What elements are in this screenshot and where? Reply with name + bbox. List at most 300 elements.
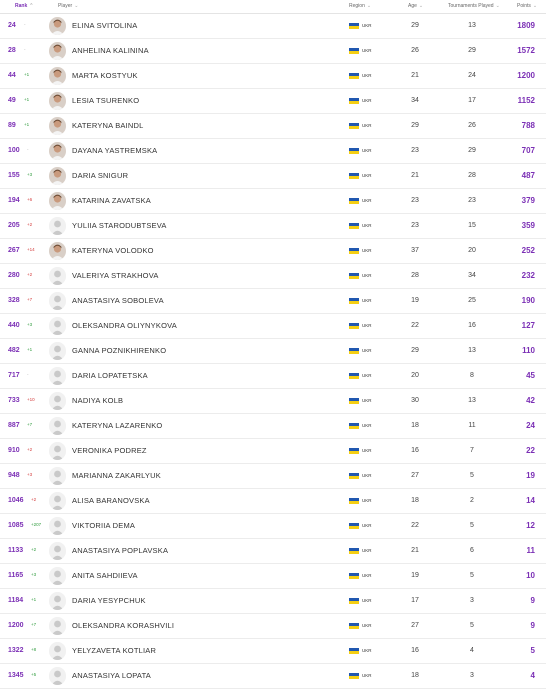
tournaments-played: 13 — [468, 347, 476, 354]
player-first-name: YULIIA — [72, 221, 97, 230]
ranking-points: 487 — [521, 171, 535, 180]
rank-movement: +3 — [31, 572, 37, 577]
player-age: 18 — [411, 422, 419, 429]
rank-value: 1184 — [8, 597, 24, 604]
country-code: UKR — [362, 473, 372, 478]
player-avatar[interactable] — [49, 417, 66, 435]
table-row[interactable] — [0, 64, 546, 89]
country-code: UKR — [362, 248, 372, 253]
player-age: 26 — [411, 47, 419, 54]
tournaments-played: 28 — [468, 172, 476, 179]
rank-movement: +5 — [31, 672, 37, 677]
table-row[interactable] — [0, 89, 546, 114]
player-name[interactable] — [72, 546, 168, 555]
player-age: 27 — [411, 622, 419, 629]
sort-tournaments[interactable] — [448, 3, 500, 9]
tournaments-played: 25 — [468, 297, 476, 304]
rank-value: 280 — [8, 272, 20, 279]
ukraine-flag-icon — [349, 273, 359, 279]
player-age: 21 — [411, 547, 419, 554]
player-avatar[interactable] — [49, 342, 66, 360]
player-last-name: LOPATETSKA — [97, 371, 148, 380]
player-last-name: SAHDIIEVA — [96, 571, 138, 580]
rank-value: 1133 — [8, 547, 24, 554]
sort-rank[interactable] — [15, 3, 33, 9]
ukraine-flag-icon — [349, 173, 359, 179]
player-avatar[interactable] — [49, 42, 66, 60]
table-row[interactable] — [0, 164, 546, 189]
country-code: UKR — [362, 448, 372, 453]
country-code: UKR — [362, 298, 372, 303]
player-age: 20 — [411, 372, 419, 379]
player-first-name: KATARINA — [72, 196, 110, 205]
ukraine-flag-icon — [349, 148, 359, 154]
player-avatar[interactable] — [49, 267, 66, 285]
tournaments-played: 3 — [470, 597, 474, 604]
rank-value: 1200 — [8, 622, 24, 629]
player-first-name: VIKTORIIA — [72, 521, 111, 530]
player-name[interactable] — [72, 221, 167, 230]
rank-value: 28 — [8, 47, 16, 54]
player-name[interactable] — [72, 446, 147, 455]
player-avatar[interactable] — [49, 517, 66, 535]
country-code: UKR — [362, 398, 372, 403]
player-age: 23 — [411, 197, 419, 204]
ranking-points: 707 — [521, 146, 535, 155]
ukraine-flag-icon — [349, 598, 359, 604]
player-age: 22 — [411, 522, 419, 529]
rank-value: 205 — [8, 222, 20, 229]
player-age: 18 — [411, 497, 419, 504]
table-row[interactable] — [0, 289, 546, 314]
table-row[interactable] — [0, 264, 546, 289]
tournaments-played: 13 — [468, 22, 476, 29]
country-code: UKR — [362, 273, 372, 278]
player-avatar[interactable] — [49, 492, 66, 510]
table-row[interactable] — [0, 364, 546, 389]
player-name[interactable] — [72, 146, 157, 155]
ranking-points: 12 — [526, 521, 535, 530]
ukraine-flag-icon — [349, 298, 359, 304]
tournaments-played: 8 — [470, 372, 474, 379]
tournaments-played: 5 — [470, 622, 474, 629]
tournaments-played: 4 — [470, 647, 474, 654]
player-first-name: ANITA — [72, 571, 95, 580]
tournaments-played: 5 — [470, 572, 474, 579]
ranking-points: 9 — [530, 596, 535, 605]
country-code: UKR — [362, 148, 372, 153]
player-age: 29 — [411, 122, 419, 129]
player-avatar[interactable] — [49, 292, 66, 310]
ukraine-flag-icon — [349, 423, 359, 429]
country-code: UKR — [362, 323, 372, 328]
table-row[interactable] — [0, 39, 546, 64]
ranking-points: 9 — [530, 621, 535, 630]
rank-value: 1046 — [8, 497, 24, 504]
ukraine-flag-icon — [349, 373, 359, 379]
ranking-points: 110 — [522, 346, 535, 355]
rank-movement: +1 — [24, 72, 30, 77]
rank-movement: - — [27, 147, 29, 152]
tournaments-played: 2 — [470, 497, 474, 504]
player-name[interactable] — [72, 96, 139, 105]
table-row[interactable] — [0, 339, 546, 364]
tournaments-played: 5 — [470, 522, 474, 529]
rank-movement: +7 — [31, 622, 37, 627]
player-name[interactable] — [72, 346, 166, 355]
player-last-name: KOTLIAR — [122, 646, 157, 655]
player-name[interactable] — [72, 496, 150, 505]
ranking-points: 252 — [521, 246, 535, 255]
player-age: 18 — [411, 672, 419, 679]
table-row[interactable] — [0, 239, 546, 264]
player-avatar[interactable] — [49, 17, 66, 35]
table-row[interactable] — [0, 614, 546, 639]
ukraine-flag-icon — [349, 473, 359, 479]
player-first-name: MARIANNA — [72, 471, 113, 480]
rank-movement: +14 — [27, 247, 35, 252]
ranking-points: 232 — [521, 271, 535, 280]
rank-value: 267 — [8, 247, 20, 254]
player-first-name: DARIA — [72, 596, 96, 605]
tournaments-played: 34 — [468, 272, 476, 279]
rank-value: 910 — [8, 447, 20, 454]
player-age: 27 — [411, 472, 419, 479]
country-code: UKR — [362, 423, 372, 428]
ranking-points: 788 — [521, 121, 535, 130]
rank-header-label: Rank — [15, 3, 28, 9]
player-last-name: KOSTYUK — [100, 71, 138, 80]
player-first-name: ELINA — [72, 21, 95, 30]
player-first-name: MARTA — [72, 71, 99, 80]
country-code: UKR — [362, 48, 372, 53]
player-age: 28 — [411, 272, 419, 279]
player-name[interactable] — [72, 71, 138, 80]
country-code: UKR — [362, 23, 372, 28]
player-avatar[interactable] — [49, 217, 66, 235]
tournaments-played: 29 — [468, 147, 476, 154]
rank-value: 1345 — [8, 672, 24, 679]
sort-age[interactable] — [408, 3, 423, 9]
table-row[interactable] — [0, 564, 546, 589]
rank-movement: +7 — [27, 297, 33, 302]
player-last-name: KALININA — [113, 46, 149, 55]
ranking-points: 19 — [526, 471, 535, 480]
country-code: UKR — [362, 523, 372, 528]
rank-value: 49 — [8, 97, 16, 104]
player-header-label: Player — [58, 3, 73, 9]
ukraine-flag-icon — [349, 648, 359, 654]
sort-chevron-icon: ⌄ — [532, 3, 538, 9]
player-name[interactable] — [72, 671, 151, 680]
player-name[interactable] — [72, 21, 137, 30]
rank-value: 328 — [8, 297, 20, 304]
country-code: UKR — [362, 548, 372, 553]
rank-value: 44 — [8, 72, 16, 79]
player-name[interactable] — [72, 271, 159, 280]
player-last-name: KORASHVILI — [127, 621, 175, 630]
country-code: UKR — [362, 498, 372, 503]
player-name[interactable] — [72, 621, 174, 630]
player-last-name: YESYPCHUK — [97, 596, 146, 605]
country-code: UKR — [362, 598, 372, 603]
player-last-name: STARODUBTSEVA — [98, 221, 167, 230]
player-first-name: OLEKSANDRA — [72, 621, 125, 630]
player-age: 22 — [411, 322, 419, 329]
player-first-name: ANASTASIYA — [72, 546, 120, 555]
player-avatar[interactable] — [49, 367, 66, 385]
table-row[interactable] — [0, 14, 546, 39]
rank-value: 717 — [8, 372, 20, 379]
ranking-points: 42 — [526, 396, 535, 405]
age-header-label: Age — [408, 3, 417, 9]
sort-player[interactable] — [58, 3, 78, 9]
player-name[interactable] — [72, 321, 177, 330]
rank-movement: +3 — [27, 172, 33, 177]
player-first-name: OLEKSANDRA — [72, 321, 125, 330]
table-row[interactable] — [0, 539, 546, 564]
ukraine-flag-icon — [349, 98, 359, 104]
player-first-name: KATERYNA — [72, 121, 113, 130]
player-avatar[interactable] — [49, 617, 66, 635]
table-row[interactable] — [0, 514, 546, 539]
player-avatar[interactable] — [49, 592, 66, 610]
rank-movement: +1 — [24, 122, 30, 127]
table-row[interactable] — [0, 589, 546, 614]
player-avatar[interactable] — [49, 242, 66, 260]
points-header-label: Points — [517, 3, 531, 9]
table-row[interactable] — [0, 414, 546, 439]
ranking-points: 22 — [526, 446, 535, 455]
player-age: 34 — [411, 97, 419, 104]
player-avatar[interactable] — [49, 117, 66, 135]
tournaments-played: 3 — [470, 672, 474, 679]
ukraine-flag-icon — [349, 223, 359, 229]
player-age: 23 — [411, 222, 419, 229]
sort-chevron-icon: ⌄ — [366, 3, 372, 9]
ukraine-flag-icon — [349, 23, 359, 29]
rank-movement: +2 — [27, 222, 33, 227]
player-avatar[interactable] — [49, 467, 66, 485]
ukraine-flag-icon — [349, 348, 359, 354]
player-first-name: LESIA — [72, 96, 94, 105]
rank-movement: +1 — [31, 597, 37, 602]
player-first-name: GANNA — [72, 346, 100, 355]
rank-value: 482 — [8, 347, 20, 354]
player-name[interactable] — [72, 121, 144, 130]
tournaments-played: 5 — [470, 472, 474, 479]
player-last-name: OLIYNYKOVA — [127, 321, 177, 330]
rank-value: 733 — [8, 397, 20, 404]
ranking-points: 10 — [526, 571, 535, 580]
country-code: UKR — [362, 223, 372, 228]
country-code: UKR — [362, 198, 372, 203]
player-avatar[interactable] — [49, 542, 66, 560]
player-avatar[interactable] — [49, 142, 66, 160]
ukraine-flag-icon — [349, 548, 359, 554]
rank-movement: +7 — [27, 422, 33, 427]
tournaments-played: 7 — [470, 447, 474, 454]
country-code: UKR — [362, 348, 372, 353]
player-name[interactable] — [72, 171, 128, 180]
ukraine-flag-icon — [349, 248, 359, 254]
sort-chevron-icon: ⌄ — [74, 3, 79, 9]
ranking-points: 190 — [521, 296, 535, 305]
ranking-points: 127 — [521, 321, 535, 330]
table-row[interactable] — [0, 439, 546, 464]
rank-value: 440 — [8, 322, 20, 329]
player-avatar[interactable] — [49, 392, 66, 410]
country-code: UKR — [362, 173, 372, 178]
player-age: 16 — [411, 647, 419, 654]
player-avatar[interactable] — [49, 67, 66, 85]
player-first-name: ANHELINA — [72, 46, 111, 55]
rank-movement: +8 — [31, 647, 37, 652]
table-row[interactable] — [0, 114, 546, 139]
player-age: 19 — [411, 572, 419, 579]
player-name[interactable] — [72, 371, 148, 380]
player-first-name: VERONIKA — [72, 446, 112, 455]
country-code: UKR — [362, 648, 372, 653]
rank-value: 24 — [8, 22, 16, 29]
table-header — [0, 0, 546, 14]
sort-arrow-up-icon: ⌃ — [29, 3, 34, 9]
tournaments-played: 20 — [468, 247, 476, 254]
player-last-name: ZAVATSKA — [111, 196, 151, 205]
rank-movement: +1 — [27, 347, 33, 352]
rank-movement: - — [27, 372, 29, 377]
table-row[interactable] — [0, 139, 546, 164]
ukraine-flag-icon — [349, 48, 359, 54]
player-last-name: DEMA — [112, 521, 136, 530]
player-first-name: KATERYNA — [72, 246, 113, 255]
ranking-points: 1200 — [517, 71, 535, 80]
rank-movement: +2 — [31, 497, 37, 502]
player-age: 29 — [411, 22, 419, 29]
sort-region[interactable] — [349, 3, 371, 9]
player-last-name: BAINDL — [115, 121, 144, 130]
player-name[interactable] — [72, 521, 135, 530]
country-code: UKR — [362, 573, 372, 578]
player-name[interactable] — [72, 646, 156, 655]
tournaments-played: 26 — [468, 122, 476, 129]
ranking-points: 1152 — [517, 96, 535, 105]
player-last-name: SVITOLINA — [96, 21, 138, 30]
rank-movement: - — [24, 22, 26, 27]
ukraine-flag-icon — [349, 73, 359, 79]
table-row[interactable] — [0, 464, 546, 489]
player-avatar[interactable] — [49, 192, 66, 210]
table-row[interactable] — [0, 189, 546, 214]
ukraine-flag-icon — [349, 323, 359, 329]
rank-value: 155 — [8, 172, 20, 179]
tournaments-header-label: Tournaments Played — [448, 3, 494, 9]
ukraine-flag-icon — [349, 573, 359, 579]
country-code: UKR — [362, 73, 372, 78]
table-row[interactable] — [0, 314, 546, 339]
country-code: UKR — [362, 623, 372, 628]
ukraine-flag-icon — [349, 398, 359, 404]
player-avatar[interactable] — [49, 642, 66, 660]
tournaments-played: 13 — [468, 397, 476, 404]
player-first-name: DARIA — [72, 171, 96, 180]
ranking-points: 379 — [521, 196, 535, 205]
ranking-points: 24 — [526, 421, 535, 430]
player-last-name: VOLODKO — [115, 246, 154, 255]
tournaments-played: 29 — [468, 47, 476, 54]
table-row[interactable] — [0, 214, 546, 239]
rank-movement: +1 — [24, 97, 30, 102]
player-first-name: YELYZAVETA — [72, 646, 121, 655]
ranking-points: 359 — [521, 221, 535, 230]
tournaments-played: 15 — [468, 222, 476, 229]
player-avatar[interactable] — [49, 167, 66, 185]
player-last-name: PODREZ — [114, 446, 147, 455]
sort-chevron-icon: ⌄ — [418, 3, 424, 9]
rank-movement: - — [24, 47, 26, 52]
sort-chevron-icon: ⌄ — [495, 3, 500, 9]
player-last-name: STRAKHOVA — [111, 271, 159, 280]
rank-movement: +3 — [27, 322, 33, 327]
player-first-name: ANASTASIYA — [72, 296, 120, 305]
region-header-label: Region — [349, 3, 365, 9]
player-name[interactable] — [72, 196, 151, 205]
player-age: 23 — [411, 147, 419, 154]
ukraine-flag-icon — [349, 498, 359, 504]
player-name[interactable] — [72, 596, 146, 605]
tournaments-played: 11 — [468, 422, 476, 429]
player-avatar[interactable] — [49, 92, 66, 110]
rank-value: 887 — [8, 422, 20, 429]
player-avatar[interactable] — [49, 317, 66, 335]
rank-value: 948 — [8, 472, 20, 479]
rank-movement: +10 — [27, 397, 35, 402]
ranking-points: 5 — [530, 646, 535, 655]
player-last-name: KOLB — [102, 396, 124, 405]
rank-movement: +2 — [31, 547, 37, 552]
table-row[interactable] — [0, 489, 546, 514]
player-name[interactable] — [72, 421, 162, 430]
country-code: UKR — [362, 123, 372, 128]
rank-movement: +3 — [27, 472, 33, 477]
player-first-name: ANASTASIYA — [72, 671, 120, 680]
table-row[interactable] — [0, 664, 546, 689]
table-row[interactable] — [0, 389, 546, 414]
player-avatar[interactable] — [49, 442, 66, 460]
player-name[interactable] — [72, 471, 161, 480]
table-row[interactable] — [0, 639, 546, 664]
ukraine-flag-icon — [349, 198, 359, 204]
player-name[interactable] — [72, 396, 123, 405]
player-first-name: KATERYNA — [72, 421, 113, 430]
player-name[interactable] — [72, 46, 149, 55]
ranking-points: 1572 — [517, 46, 535, 55]
player-last-name: SNIGUR — [97, 171, 129, 180]
player-last-name: POPLAVSKA — [121, 546, 169, 555]
player-avatar[interactable] — [49, 667, 66, 685]
player-name[interactable] — [72, 246, 154, 255]
tournaments-played: 24 — [468, 72, 476, 79]
sort-points[interactable] — [517, 3, 537, 9]
player-first-name: ALISA — [72, 496, 94, 505]
rank-movement: +2 — [27, 447, 33, 452]
ranking-points: 45 — [526, 371, 535, 380]
player-avatar[interactable] — [49, 567, 66, 585]
player-name[interactable] — [72, 296, 164, 305]
player-name[interactable] — [72, 571, 138, 580]
player-last-name: LAZARENKO — [115, 421, 163, 430]
player-last-name: SOBOLEVA — [121, 296, 164, 305]
